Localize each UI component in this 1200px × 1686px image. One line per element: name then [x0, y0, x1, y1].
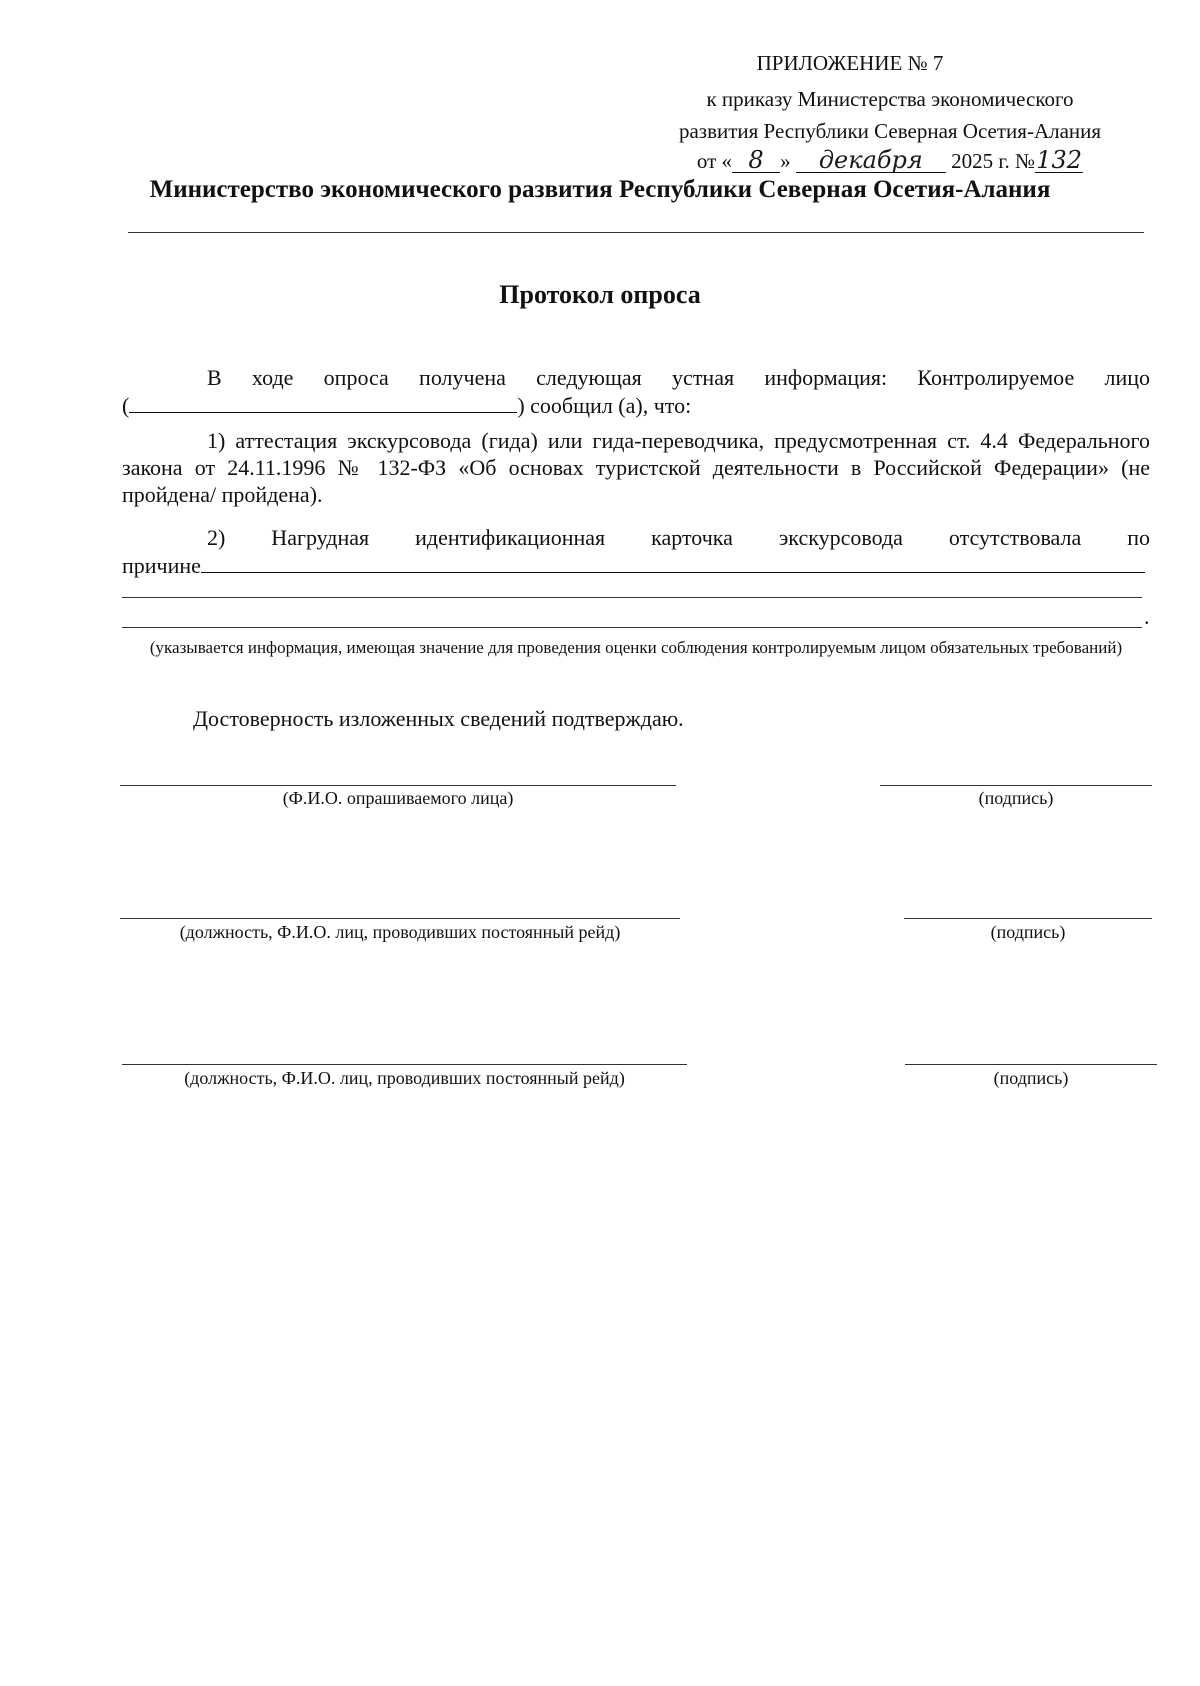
document-title: Протокол опроса	[499, 280, 701, 309]
reason-end-mark: .	[1144, 604, 1150, 629]
intro-text: В ходе опроса получена следующая устная информация: Контролируемое лицо	[207, 365, 1150, 390]
signature-3-sign-caption: (подпись)	[993, 1068, 1069, 1088]
date-month: декабря	[796, 148, 946, 173]
appendix-date-line	[640, 146, 1140, 176]
ministry-underline	[128, 232, 1144, 233]
signature-3-name-caption: (должность, Ф.И.О. лиц, проводивших постоянный рейд)	[184, 1068, 625, 1088]
item-2-reason-line	[122, 552, 1150, 579]
instruction-note: (указывается информация, имеющая значение для проведения оценки соблюдения контролируемым лицом обязательных требований)	[149, 638, 1123, 657]
signature-1-sign-caption: (подпись)	[978, 788, 1054, 808]
confirmation-text: Достоверность изложенных сведений подтверждаю.	[193, 706, 684, 731]
controlled-person-blank	[129, 412, 517, 413]
appendix-title: ПРИЛОЖЕНИЕ № 7	[756, 51, 944, 75]
item-1-paragraph	[122, 427, 1150, 508]
appendix-order-line-1: к приказу Министерства экономического	[706, 87, 1074, 111]
reason-blank-2	[122, 597, 1142, 598]
intro-open-paren: (	[122, 393, 130, 418]
signature-3-name-line	[122, 1064, 687, 1065]
signature-2-name-caption: (должность, Ф.И.О. лиц, проводивших постоянный рейд)	[179, 922, 621, 942]
item-1-text: 1) аттестация экскурсовода (гида) или гида-переводчика, предусмотренная ст. 4.4 Федерального закона от 24.11.1996 № 132-ФЗ «Об основах туристской деятельности в Российской Федерации» (не пройдена/ пройдена).	[122, 428, 1150, 507]
intro-line-2	[122, 392, 1150, 419]
item-2-text: 2) Нагрудная идентификационная карточка экскурсовода отсутствовала по	[207, 525, 1150, 550]
signature-1-name-caption: (Ф.И.О. опрашиваемого лица)	[282, 788, 514, 808]
intro-close: ) сообщил (а), что:	[517, 393, 692, 418]
reason-blank-1	[201, 572, 1145, 573]
signature-2-name-line	[120, 918, 680, 919]
date-day: 8	[732, 148, 780, 173]
reason-blank-3	[122, 627, 1142, 628]
reason-label: причине	[122, 553, 201, 578]
signature-2-sign-caption: (подпись)	[990, 922, 1066, 942]
signature-2-sign-line	[904, 918, 1152, 919]
date-year: 2025 г. №	[951, 149, 1036, 173]
date-mid: »	[780, 149, 791, 173]
signature-1-sign-line	[880, 785, 1152, 786]
signature-3-sign-line	[905, 1064, 1157, 1065]
order-number: 132	[1036, 146, 1082, 174]
date-prefix: от «	[696, 149, 733, 173]
appendix-order-line-2: развития Республики Северная Осетия-Алания	[678, 119, 1102, 143]
signature-1-name-line	[120, 785, 676, 786]
ministry-heading: Министерство экономического развития Республики Северная Осетия-Алания	[149, 176, 1051, 203]
